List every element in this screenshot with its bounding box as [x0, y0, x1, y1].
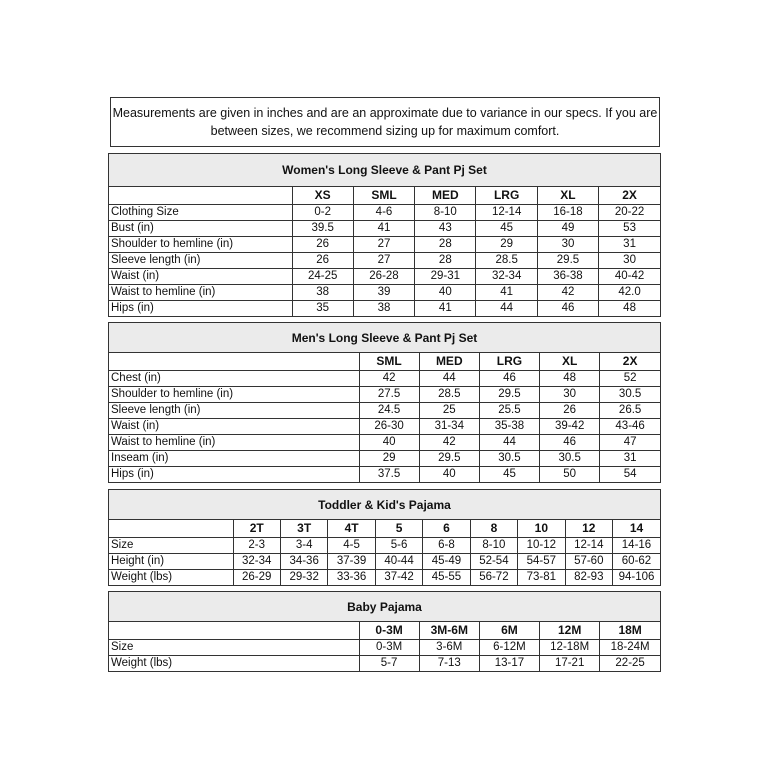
measurement-cell: 16-18	[537, 205, 598, 221]
measurement-cell: 26-29	[233, 570, 280, 586]
measurement-cell: 29-32	[280, 570, 327, 586]
size-column-header: 6M	[479, 622, 539, 640]
measurement-cell: 26	[292, 237, 353, 253]
size-column-header: 12	[565, 520, 612, 538]
measurement-cell: 49	[537, 221, 598, 237]
measurement-cell: 29-31	[415, 269, 476, 285]
measurement-cell: 28	[415, 237, 476, 253]
measurement-cell: 0-3M	[359, 640, 419, 656]
measurement-cell: 6-12M	[479, 640, 539, 656]
measurement-cell: 2-3	[233, 538, 280, 554]
size-column-header: LRG	[479, 353, 539, 371]
size-column-header: SML	[353, 187, 414, 205]
size-column-header: 0-3M	[359, 622, 419, 640]
measurement-cell: 30	[540, 387, 600, 403]
row-label: Chest (in)	[109, 371, 359, 387]
size-column-header: 12M	[540, 622, 600, 640]
size-column-header: 2X	[599, 187, 660, 205]
row-label: Clothing Size	[109, 205, 292, 221]
measurement-cell: 30	[599, 253, 660, 269]
measurement-cell: 48	[623, 302, 636, 314]
row-label: Inseam (in)	[109, 451, 359, 467]
measurement-cell: 45-55	[423, 570, 470, 586]
measurement-cell: 44	[476, 301, 537, 317]
measurement-cell: 47	[600, 435, 660, 451]
measurement-cell: 38	[353, 301, 414, 317]
measurement-cell: 37.5	[359, 467, 419, 483]
table-row	[109, 371, 660, 387]
header-blank-cell	[109, 622, 359, 640]
table-header-row	[109, 187, 660, 205]
women-size-table	[109, 187, 660, 316]
measurement-cell: 43	[415, 221, 476, 237]
table-row	[109, 253, 660, 269]
row-label: Waist (in)	[109, 269, 292, 285]
sizing-note	[110, 97, 660, 147]
measurement-cell: 30.5	[600, 387, 660, 403]
measurement-cell: 29.5	[537, 253, 598, 269]
measurement-cell: 4-5	[328, 538, 375, 554]
measurement-cell: 94-106	[618, 571, 655, 583]
measurement-cell: 36-38	[537, 269, 598, 285]
measurement-cell: 40-44	[375, 554, 422, 570]
size-column-header: 4T	[328, 520, 375, 538]
header-blank-cell	[109, 520, 233, 538]
measurement-cell: 30.5	[479, 451, 539, 467]
table-row	[109, 387, 660, 403]
measurement-cell: 26-30	[359, 419, 419, 435]
measurement-cell: 26-28	[353, 269, 414, 285]
measurement-cell: 57-60	[565, 554, 612, 570]
kids-chart-title: Toddler & Kid's Pajama	[109, 490, 660, 520]
measurement-cell: 46	[537, 301, 598, 317]
row-label: Weight (lbs)	[109, 570, 233, 586]
row-label: Sleeve length (in)	[109, 403, 359, 419]
table-row	[109, 221, 660, 237]
measurement-cell: 46	[479, 371, 539, 387]
baby-size-table	[109, 622, 660, 671]
men-size-table	[109, 353, 660, 482]
measurement-cell: 41	[353, 221, 414, 237]
measurement-cell: 41	[415, 301, 476, 317]
size-column-header: LRG	[476, 187, 537, 205]
measurement-cell: 17-21	[540, 656, 600, 672]
women-size-chart	[108, 153, 661, 317]
table-row	[109, 435, 660, 451]
size-column-header: 3M-6M	[419, 622, 479, 640]
measurement-cell: 38	[292, 285, 353, 301]
size-column-header: 6	[423, 520, 470, 538]
table-row	[109, 467, 660, 483]
measurement-cell: 28.5	[476, 253, 537, 269]
size-column-header: MED	[415, 187, 476, 205]
table-header-row	[109, 520, 660, 538]
size-column-header: 10	[518, 520, 565, 538]
measurement-cell: 43-46	[600, 419, 660, 435]
measurement-cell: 26	[540, 403, 600, 419]
measurement-cell: 5-6	[375, 538, 422, 554]
measurement-cell: 54-57	[518, 554, 565, 570]
measurement-cell: 40	[419, 467, 479, 483]
kids-size-chart	[108, 489, 661, 586]
measurement-cell: 26.5	[600, 403, 660, 419]
size-column-header: 5	[375, 520, 422, 538]
measurement-cell: 12-14	[476, 205, 537, 221]
measurement-cell: 24.5	[359, 403, 419, 419]
measurement-cell: 35	[292, 301, 353, 317]
table-row	[109, 285, 660, 301]
table-row	[109, 538, 660, 554]
measurement-cell: 60-62	[613, 554, 661, 570]
measurement-cell: 7-13	[419, 656, 479, 672]
baby-size-chart	[108, 591, 661, 672]
measurement-cell: 37-42	[375, 570, 422, 586]
measurement-cell: 29	[359, 451, 419, 467]
measurement-cell: 45-49	[423, 554, 470, 570]
measurement-cell: 28.5	[419, 387, 479, 403]
header-blank-cell	[109, 353, 359, 371]
row-label: Height (in)	[109, 554, 233, 570]
measurement-cell: 25.5	[479, 403, 539, 419]
measurement-cell: 40-42	[599, 269, 660, 285]
measurement-cell: 10-12	[518, 538, 565, 554]
table-row	[109, 419, 660, 435]
table-row	[109, 656, 660, 672]
measurement-cell: 73-81	[518, 570, 565, 586]
measurement-cell: 52	[600, 371, 660, 387]
measurement-cell: 32-34	[233, 554, 280, 570]
men-chart-title: Men's Long Sleeve & Pant Pj Set	[109, 323, 660, 353]
measurement-cell: 31	[600, 451, 660, 467]
size-column-header: XS	[292, 187, 353, 205]
row-label: Shoulder to hemline (in)	[109, 387, 359, 403]
measurement-cell: 42	[419, 435, 479, 451]
measurement-cell: 30	[537, 237, 598, 253]
measurement-cell: 29.5	[479, 387, 539, 403]
baby-chart-title: Baby Pajama	[109, 592, 660, 622]
measurement-cell: 12-14	[565, 538, 612, 554]
women-chart-title: Women's Long Sleeve & Pant Pj Set	[109, 154, 660, 187]
size-column-header: 2T	[233, 520, 280, 538]
measurement-cell: 35-38	[479, 419, 539, 435]
measurement-cell: 6-8	[423, 538, 470, 554]
measurement-cell: 42	[359, 371, 419, 387]
sizing-note-line-2: between sizes, we recommend sizing up for maximum comfort.	[210, 124, 560, 138]
measurement-cell: 24-25	[292, 269, 353, 285]
measurement-cell: 3-6M	[419, 640, 479, 656]
measurement-cell: 27	[353, 237, 414, 253]
measurement-cell: 8-10	[470, 538, 517, 554]
measurement-cell: 44	[479, 435, 539, 451]
measurement-cell: 14-16	[613, 538, 661, 554]
table-row	[109, 269, 660, 285]
row-label: Weight (lbs)	[109, 656, 359, 672]
table-row	[109, 554, 660, 570]
measurement-cell: 26	[292, 253, 353, 269]
measurement-cell: 12-18M	[540, 640, 600, 656]
row-label: Waist (in)	[109, 419, 359, 435]
measurement-cell: 45	[479, 467, 539, 483]
measurement-cell: 4-6	[353, 205, 414, 221]
men-size-chart	[108, 322, 661, 483]
measurement-cell: 29	[476, 237, 537, 253]
measurement-cell: 54	[623, 468, 637, 480]
table-header-row	[109, 353, 660, 371]
measurement-cell: 28	[415, 253, 476, 269]
row-label: Hips (in)	[109, 467, 359, 483]
measurement-cell: 31-34	[419, 419, 479, 435]
measurement-cell: 3-4	[280, 538, 327, 554]
row-label: Bust (in)	[109, 221, 292, 237]
size-column-header: 8	[470, 520, 517, 538]
measurement-cell: 30.5	[540, 451, 600, 467]
measurement-cell: 25	[419, 403, 479, 419]
size-column-header: XL	[540, 353, 600, 371]
kids-size-table	[109, 520, 660, 585]
table-row	[109, 205, 660, 221]
table-row	[109, 451, 660, 467]
size-column-header: 18M	[600, 622, 660, 640]
measurement-cell: 39.5	[292, 221, 353, 237]
measurement-cell: 42.0	[599, 285, 660, 301]
measurement-cell: 31	[599, 237, 660, 253]
measurement-cell: 45	[476, 221, 537, 237]
measurement-cell: 48	[540, 371, 600, 387]
measurement-cell: 82-93	[565, 570, 612, 586]
measurement-cell: 39	[353, 285, 414, 301]
measurement-cell: 40	[359, 435, 419, 451]
measurement-cell: 37-39	[328, 554, 375, 570]
measurement-cell: 32-34	[476, 269, 537, 285]
measurement-cell: 5-7	[359, 656, 419, 672]
measurement-cell: 52-54	[470, 554, 517, 570]
table-row	[109, 301, 660, 317]
table-row	[109, 403, 660, 419]
row-label: Sleeve length (in)	[109, 253, 292, 269]
measurement-cell: 34-36	[280, 554, 327, 570]
measurement-cell: 42	[537, 285, 598, 301]
measurement-cell: 50	[540, 467, 600, 483]
measurement-cell: 18-24M	[600, 640, 660, 656]
measurement-cell: 29.5	[419, 451, 479, 467]
measurement-cell: 0-2	[292, 205, 353, 221]
measurement-cell: 56-72	[470, 570, 517, 586]
measurement-cell: 20-22	[599, 205, 660, 221]
table-row	[109, 237, 660, 253]
measurement-cell: 53	[599, 221, 660, 237]
row-label: Shoulder to hemline (in)	[109, 237, 292, 253]
table-row	[109, 570, 660, 586]
measurement-cell: 8-10	[415, 205, 476, 221]
size-column-header: MED	[419, 353, 479, 371]
measurement-cell: 46	[540, 435, 600, 451]
header-blank-cell	[109, 187, 292, 205]
size-column-header: 14	[613, 520, 661, 538]
row-label: Size	[109, 640, 359, 656]
measurement-cell: 27.5	[359, 387, 419, 403]
measurement-cell: 41	[476, 285, 537, 301]
size-column-header: 2X	[600, 353, 660, 371]
row-label: Waist to hemline (in)	[109, 285, 292, 301]
row-label: Hips (in)	[109, 301, 292, 317]
size-column-header: XL	[537, 187, 598, 205]
sizing-note-line-1: Measurements are given in inches and are an approximate due to variance in our specs. If you are	[112, 106, 658, 120]
measurement-cell: 27	[353, 253, 414, 269]
measurement-cell: 22-25	[615, 657, 645, 669]
measurement-cell: 39-42	[540, 419, 600, 435]
row-label: Size	[109, 538, 233, 554]
measurement-cell: 13-17	[479, 656, 539, 672]
size-column-header: 3T	[280, 520, 327, 538]
measurement-cell: 44	[419, 371, 479, 387]
table-row	[109, 640, 660, 656]
size-column-header: SML	[359, 353, 419, 371]
table-header-row	[109, 622, 660, 640]
measurement-cell: 40	[415, 285, 476, 301]
measurement-cell: 33-36	[328, 570, 375, 586]
row-label: Waist to hemline (in)	[109, 435, 359, 451]
